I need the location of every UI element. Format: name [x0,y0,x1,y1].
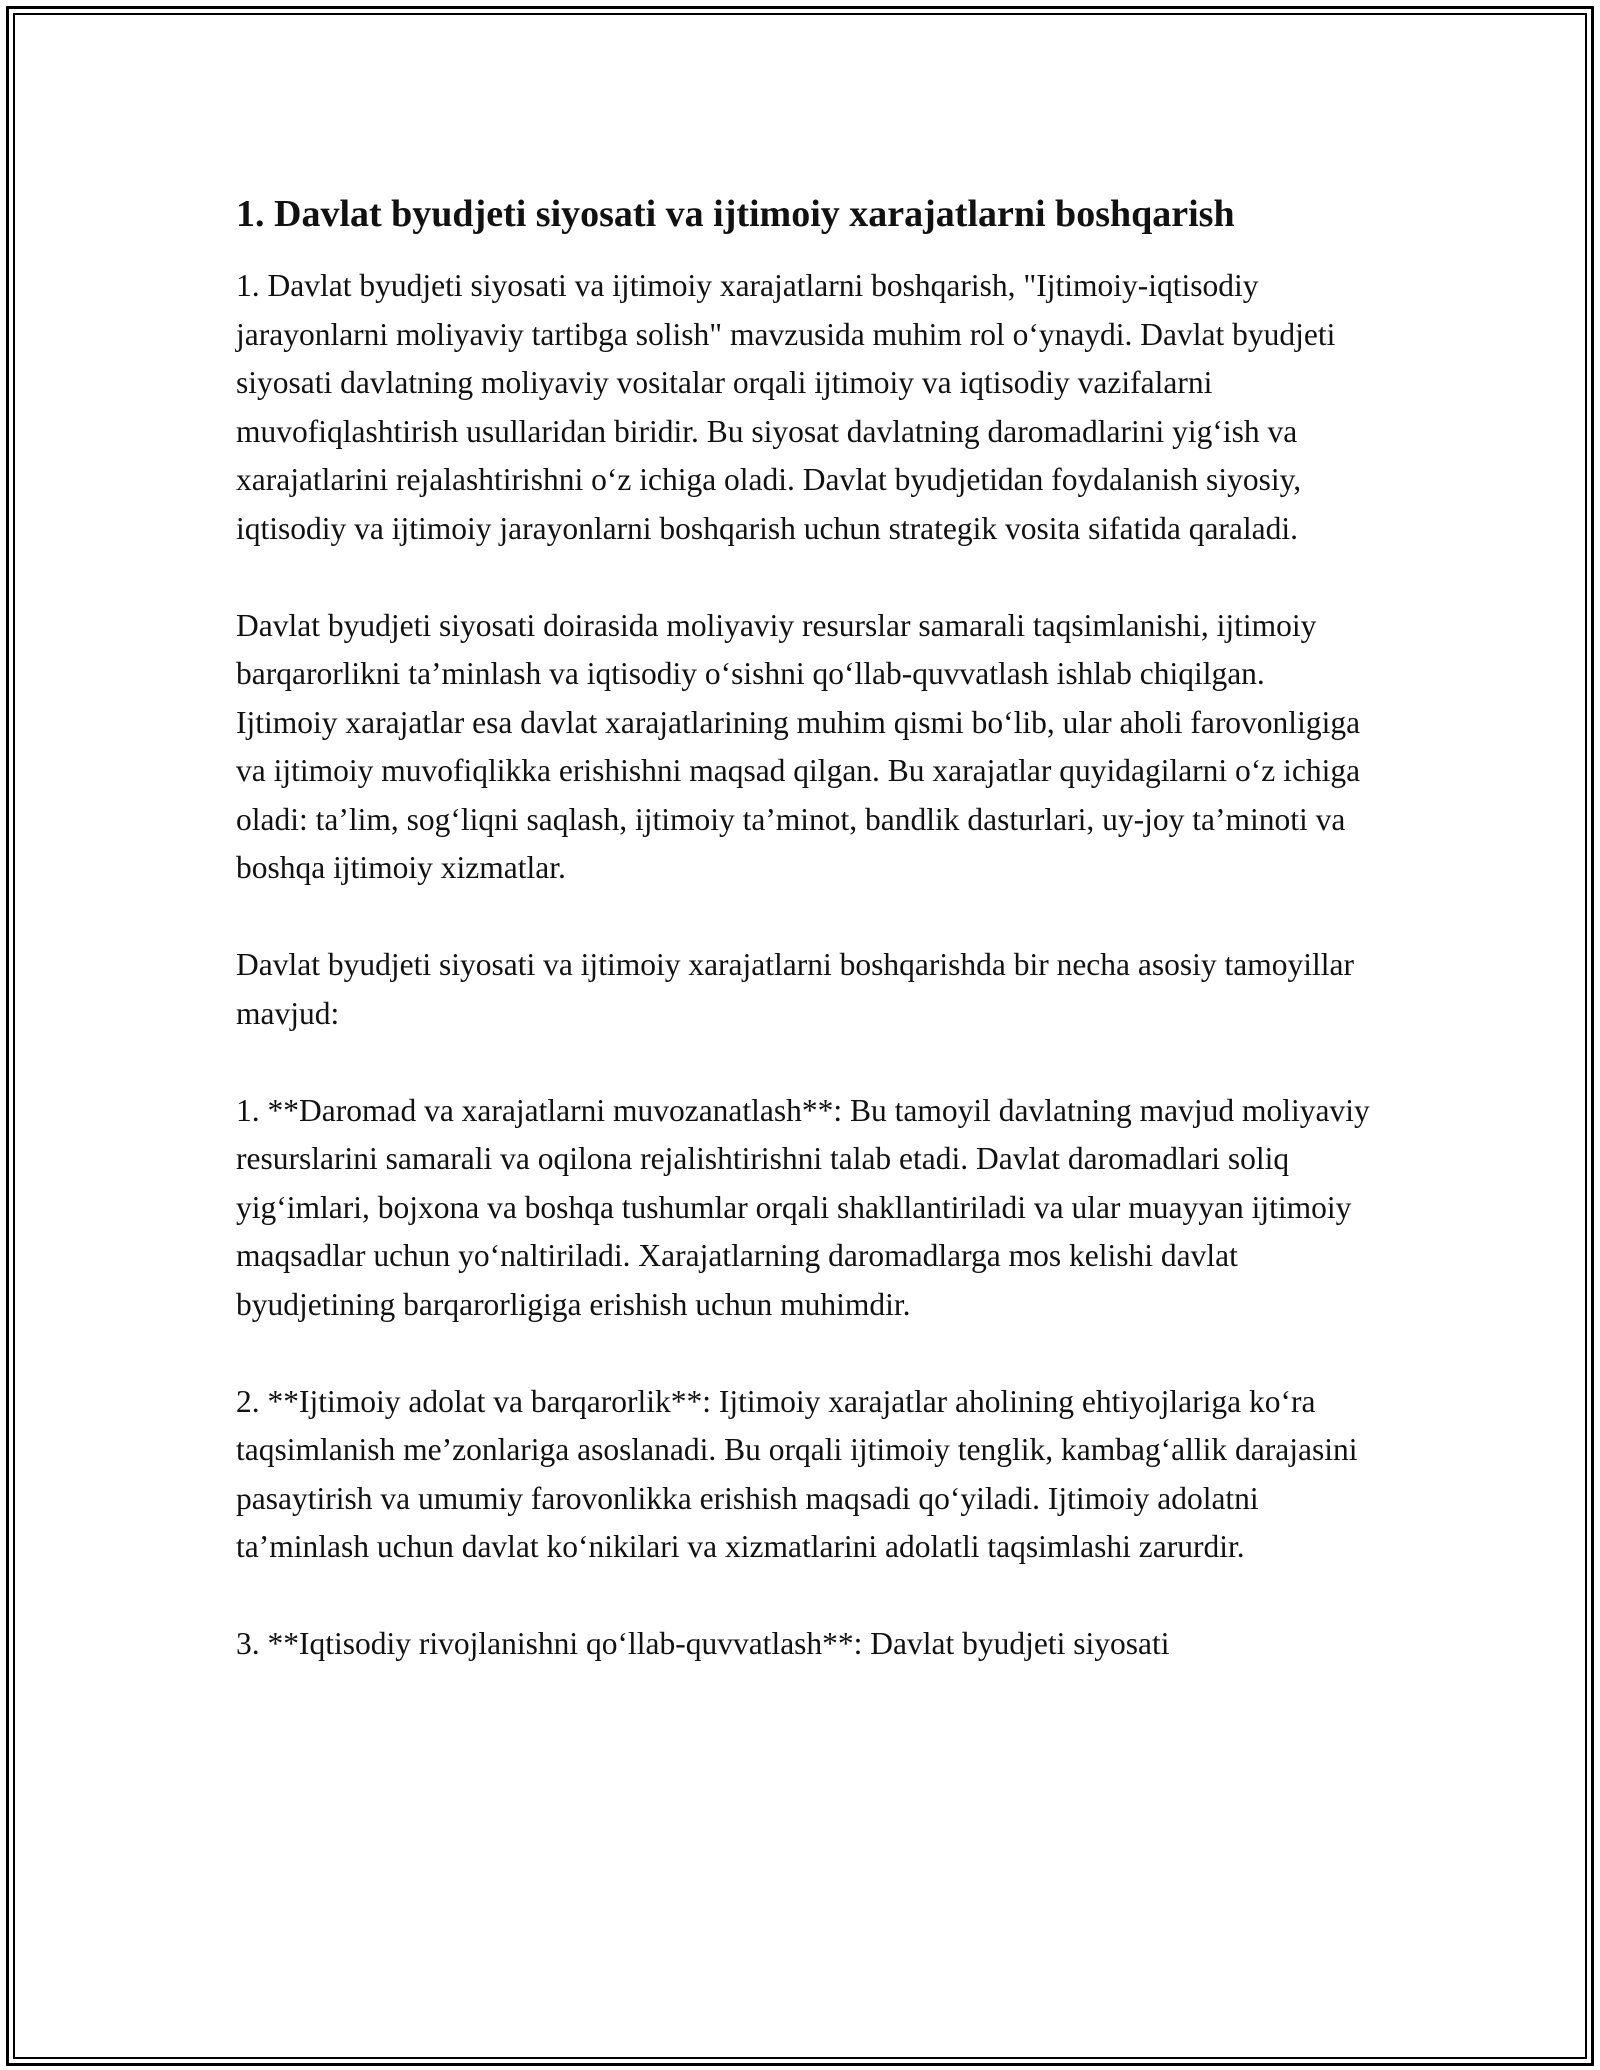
paragraph-principle-3: 3. **Iqtisodiy rivojlanishni qo‘llab-quvvatlash**: Davlat byudjeti siyosati [236,1626,1170,1661]
paragraph-principle-2: 2. **Ijtimoiy adolat va barqarorlik**: Ijtimoiy xarajatlar aholining ehtiyojlariga ko‘ra taqsimlanish me’zonlariga asoslanadi. Bu orqali ijtimoiy tenglik, kambag‘allik darajasini pasaytirish va umumiy farovonlikka erishish maqsadi qo‘yiladi. Ijtimoiy adolatni ta’minlash uchun davlat ko‘nikilari va xizmatlarini adolatli taqsimlashi zarurdir. [236,1383,1358,1564]
paragraph-principles-intro: Davlat byudjeti siyosati va ijtimoiy xarajatlarni boshqarishda bir necha asosiy tamoyillar mavjud: [236,947,1354,1031]
paragraph-resources: Davlat byudjeti siyosati doirasida moliyaviy resurslar samarali taqsimlanishi, ijtimoiy barqarorlikni ta’minlash va iqtisodiy o‘sishni qo‘llab-quvvatlash ishlab chiqilgan. Ijtimoiy xarajatlar esa davlat xarajatlarining muhim qismi bo‘lib, ular aholi farovonligiga va ijtimoiy muvofiqlikka erishishni maqsad qilgan. Bu xarajatlar quyidagilarni o‘z ichiga oladi: ta’lim, sog‘liqni saqlash, ijtimoiy ta’minot, bandlik dasturlari, uy-joy ta’minoti va boshqa ijtimoiy xizmatlar. [236,607,1361,885]
document-title: 1. Davlat byudjeti siyosati va ijtimoiy xarajatlarni boshqarish [236,193,1235,235]
paragraph-intro: 1. Davlat byudjeti siyosati va ijtimoiy xarajatlarni boshqarish, "Ijtimoiy-iqtisodiy jarayonlarni moliyaviy tartibga solish" mavzusida muhim rol o‘ynaydi. Davlat byudjeti siyosati davlatning moliyaviy vositalar orqali ijtimoiy va iqtisodiy vazifalarni muvofiqlashtirish usullaridan biridir. Bu siyosat davlatning daromadlarini yig‘ish va xarajatlarini rejalashtirishni o‘z ichiga oladi. Davlat byudjetidan foydalanish siyosiy, iqtisodiy va ijtimoiy jarayonlarni boshqarish uchun strategik vosita sifatida qaraladi. [236,268,1336,546]
document-body [236,186,1371,1717]
paragraph-principle-1: 1. **Daromad va xarajatlarni muvozanatlash**: Bu tamoyil davlatning mavjud moliyaviy resurslarini samarali va oqilona rejalishtirishni talab etadi. Davlat daromadlari soliq yig‘imlari, bojxona va boshqa tushumlar orqali shakllantiriladi va ular muayyan ijtimoiy maqsadlar uchun yo‘naltiriladi. Xarajatlarning daromadlarga mos kelishi davlat byudjetining barqarorligiga erishish uchun muhimdir. [236,1092,1370,1322]
